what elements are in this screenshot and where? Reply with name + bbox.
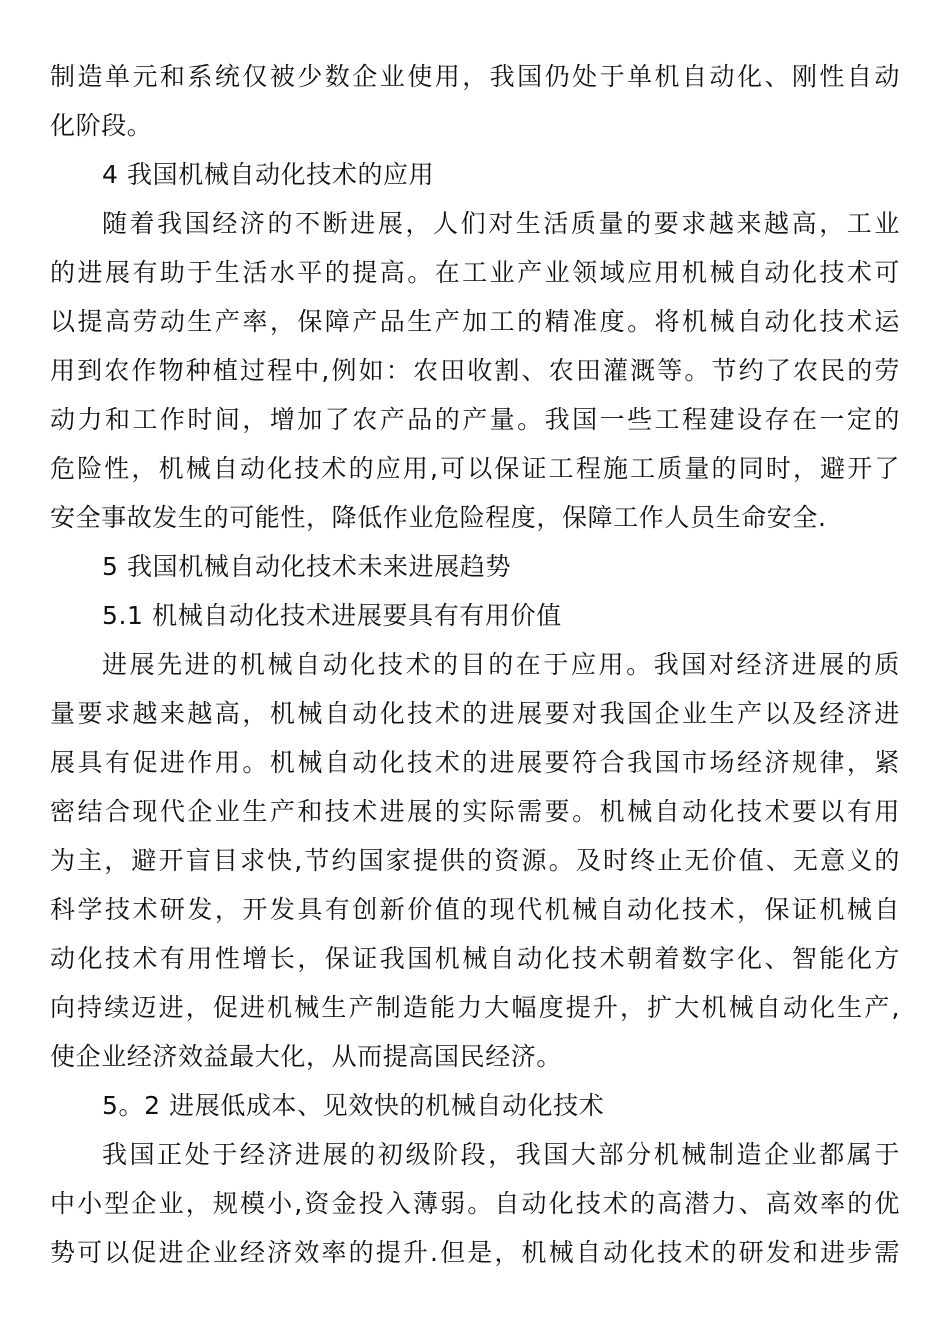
text-line: 密结合现代企业生产和技术进展的实际需要。机械自动化技术要以有用 [50, 797, 900, 826]
text-line: 科学技术研发，开发具有创新价值的现代机械自动化技术，保证机械自 [50, 895, 900, 924]
text-line: 中小型企业，规模小,资金投入薄弱。自动化技术的高潜力、高效率的优 [50, 1189, 900, 1218]
text-line: 量要求越来越高，机械自动化技术的进展要对我国企业生产以及经济进 [50, 699, 900, 728]
text-line: 动力和工作时间，增加了农产品的产量。我国一些工程建设存在一定的 [50, 405, 900, 434]
text-line: 安全事故发生的可能性，降低作业危险程度，保障工作人员生命安全. [50, 503, 827, 532]
text-line: 我国正处于经济进展的初级阶段，我国大部分机械制造企业都属于 [102, 1140, 900, 1169]
text-line: 势可以促进企业经济效率的提升.但是，机械自动化技术的研发和进步需 [50, 1238, 900, 1267]
text-line: 以提高劳动生产率，保障产品生产加工的精准度。将机械自动化技术运 [50, 307, 900, 336]
text-line: 的进展有助于生活水平的提高。在工业产业领域应用机械自动化技术可 [50, 258, 900, 287]
text-line: 随着我国经济的不断进展，人们对生活质量的要求越来越高，工业 [102, 209, 900, 238]
text-line: 使企业经济效益最大化，从而提高国民经济。 [50, 1042, 563, 1071]
document-page [50, 52, 900, 1277]
text-line: 向持续迈进，促进机械生产制造能力大幅度提升，扩大机械自动化生产, [50, 993, 900, 1022]
text-line: 用到农作物种植过程中,例如：农田收割、农田灌溉等。节约了农民的劳 [50, 356, 900, 385]
subsection-heading: 5.1 机械自动化技术进展要具有有用价值 [102, 601, 562, 630]
text-line: 动化技术有用性增长，保证我国机械自动化技术朝着数字化、智能化方 [50, 944, 900, 973]
text-line: 为主，避开盲目求快,节约国家提供的资源。及时终止无价值、无意义的 [50, 846, 900, 875]
text-line: 化阶段。 [50, 111, 153, 140]
text-line: 展具有促进作用。机械自动化技术的进展要符合我国市场经济规律，紧 [50, 748, 900, 777]
text-line: 制造单元和系统仅被少数企业使用，我国仍处于单机自动化、刚性自动 [50, 62, 900, 91]
text-line: 进展先进的机械自动化技术的目的在于应用。我国对经济进展的质 [102, 650, 900, 679]
text-line: 危险性，机械自动化技术的应用,可以保证工程施工质量的同时，避开了 [50, 454, 900, 483]
section-heading: 4 我国机械自动化技术的应用 [102, 160, 435, 189]
subsection-heading: 5。2 进展低成本、见效快的机械自动化技术 [102, 1091, 605, 1120]
section-heading: 5 我国机械自动化技术未来进展趋势 [102, 552, 512, 581]
